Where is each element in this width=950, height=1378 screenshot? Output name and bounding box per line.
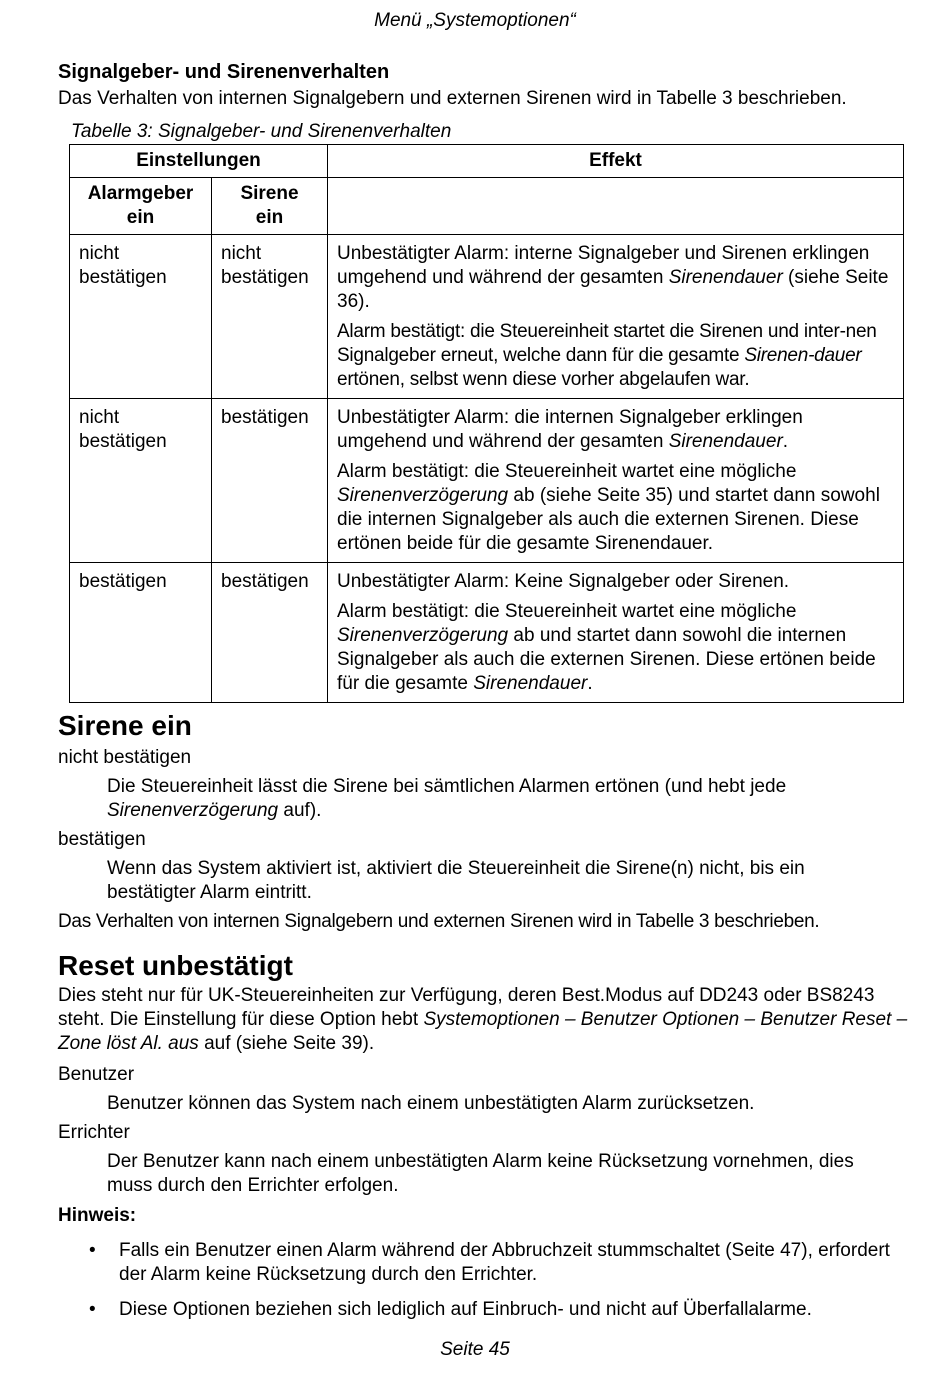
- bullet-icon: •: [89, 1299, 96, 1320]
- effect-term: Sirenen-dauer: [744, 345, 862, 366]
- option-description: Benutzer können das System nach einem unbestätigten Alarm zurücksetzen.: [107, 1093, 755, 1114]
- cell-sounder: bestätigen: [70, 563, 212, 703]
- effect-text: Unbestätigter Alarm: die internen Signalgeber erklingen umgehend und während der gesamten: [337, 407, 803, 452]
- effect-confirmed: [337, 600, 895, 696]
- table-caption: Tabelle 3: Signalgeber- und Sirenenverhalten: [71, 121, 452, 142]
- option-label: bestätigen: [58, 829, 146, 850]
- bullet-text: Falls ein Benutzer einen Alarm während der Abbruchzeit stummschaltet (Seite 47), erfordert der Alarm keine Rücksetzung durch den Errichter.: [119, 1240, 890, 1285]
- cell-sounder: nicht bestätigen: [70, 399, 212, 563]
- header-effect: Effekt: [328, 145, 904, 178]
- effect-text: .: [587, 673, 593, 694]
- bullet-icon: •: [89, 1240, 96, 1261]
- page-number: Seite 45: [440, 1339, 510, 1360]
- effect-confirmed: [337, 460, 895, 556]
- description-text: Die Steuereinheit lässt die Sirene bei sämtlichen Alarmen ertönen (und hebt jede: [107, 776, 787, 797]
- table-row: [70, 399, 904, 563]
- effect-term: Sirenenverzögerung: [337, 485, 509, 506]
- effect-text: Alarm bestätigt: die Steuereinheit startet die Sirenen und inter-nen Signalgeber erneut, welche dann für die gesamte: [337, 321, 877, 366]
- effect-term: Sirenendauer: [668, 267, 783, 288]
- effect-confirmed: [337, 320, 895, 392]
- cell-effect: [328, 399, 904, 563]
- intro-text: auf (siehe Seite 39).: [198, 1033, 375, 1054]
- effect-term: Sirenendauer: [473, 673, 588, 694]
- subheader-siren-line2: ein: [255, 207, 284, 228]
- cell-effect: [328, 563, 904, 703]
- bullet-text: Diese Optionen beziehen sich lediglich auf Einbruch- und nicht auf Überfallalarme.: [119, 1299, 812, 1320]
- header-settings: Einstellungen: [70, 145, 328, 178]
- description-text: auf).: [278, 800, 322, 821]
- table-subheader-row: [70, 178, 904, 235]
- section-intro: [58, 984, 908, 1056]
- effect-text: .: [782, 431, 789, 452]
- option-label: Errichter: [58, 1122, 130, 1143]
- effect-unconfirmed: [337, 570, 895, 594]
- option-description: [107, 775, 897, 823]
- effect-text: Alarm bestätigt: die Steuereinheit wartet eine mögliche: [337, 461, 797, 482]
- option-description: Der Benutzer kann nach einem unbestätigten Alarm keine Rücksetzung vornehmen, dies muss durch den Errichter erfolgen.: [107, 1151, 854, 1196]
- effect-text: Unbestätigter Alarm: interne Signalgeber und Sirenen erklingen umgehend und während der gesamten: [337, 243, 870, 288]
- list-item: [89, 1239, 909, 1287]
- subheader-empty: [328, 178, 904, 235]
- intro-text: Dies steht nur für UK-Steuereinheiten zur Verfügung, deren Best.Modus auf DD243 oder BS8243 steht. Die Einstellung für diese Option hebt: [58, 985, 875, 1030]
- note-label: Hinweis:: [58, 1205, 137, 1226]
- effect-text: Unbestätigter Alarm: Keine Signalgeber oder Sirenen.: [337, 571, 790, 592]
- effect-text: Alarm bestätigt: die Steuereinheit wartet eine mögliche: [337, 601, 797, 622]
- table-header-row: [70, 145, 904, 178]
- effect-term: Sirenenverzögerung: [337, 625, 509, 646]
- subheader-alarm-sounder-line2: ein: [126, 207, 155, 228]
- cell-effect: [328, 235, 904, 399]
- section-title-siren: Sirene ein: [58, 710, 192, 741]
- effect-unconfirmed: [337, 406, 895, 454]
- table-row: [70, 563, 904, 703]
- cell-siren: bestätigen: [212, 399, 328, 563]
- subheader-alarm-sounder: [70, 178, 212, 235]
- section-outro: Das Verhalten von internen Signalgebern und externen Sirenen wird in Tabelle 3 beschrieben.: [58, 911, 820, 932]
- subheader-alarm-sounder-line1: Alarmgeber: [87, 183, 194, 204]
- effect-unconfirmed: [337, 242, 895, 314]
- list-item: [89, 1298, 909, 1322]
- cell-siren: bestätigen: [212, 563, 328, 703]
- option-label: Benutzer: [58, 1064, 135, 1085]
- table-row: [70, 235, 904, 399]
- cell-siren: nicht bestätigen: [212, 235, 328, 399]
- subheader-siren: [212, 178, 328, 235]
- page-header: Menü „Systemoptionen“: [374, 10, 576, 31]
- effect-term: Sirenendauer: [668, 431, 783, 452]
- description-term: Sirenenverzögerung: [107, 800, 279, 821]
- section-intro: Das Verhalten von internen Signalgebern und externen Sirenen wird in Tabelle 3 beschrieben.: [58, 88, 847, 109]
- subheader-siren-line1: Sirene: [240, 183, 299, 204]
- cell-sounder: nicht bestätigen: [70, 235, 212, 399]
- effect-text: ab und startet dann sowohl die internen Signalgeber als auch die externen Sirenen. Diese ertönen beide für die gesamte: [337, 625, 876, 694]
- section-title-reset: Reset unbestätigt: [58, 950, 293, 981]
- effect-text: ertönen, selbst wenn diese vorher abgelaufen war.: [337, 369, 750, 390]
- section-title-signal-behavior: Signalgeber- und Sirenenverhalten: [58, 61, 390, 83]
- option-description: Wenn das System aktiviert ist, aktiviert die Steuereinheit die Sirene(n) nicht, bis ein bestätigter Alarm eintritt.: [107, 858, 805, 903]
- effect-text: (siehe Seite 36).: [337, 267, 889, 312]
- behavior-table: [69, 144, 904, 703]
- intro-menu-path: Systemoptionen – Benutzer Optionen – Benutzer Reset – Zone löst Al. aus: [58, 1009, 908, 1054]
- option-label: nicht bestätigen: [58, 747, 192, 768]
- effect-text: ab (siehe Seite 35) und startet dann sowohl die internen Signalgeber als auch die externen Sirenen. Diese ertönen beide für die gesamte Sirenendauer.: [337, 485, 880, 554]
